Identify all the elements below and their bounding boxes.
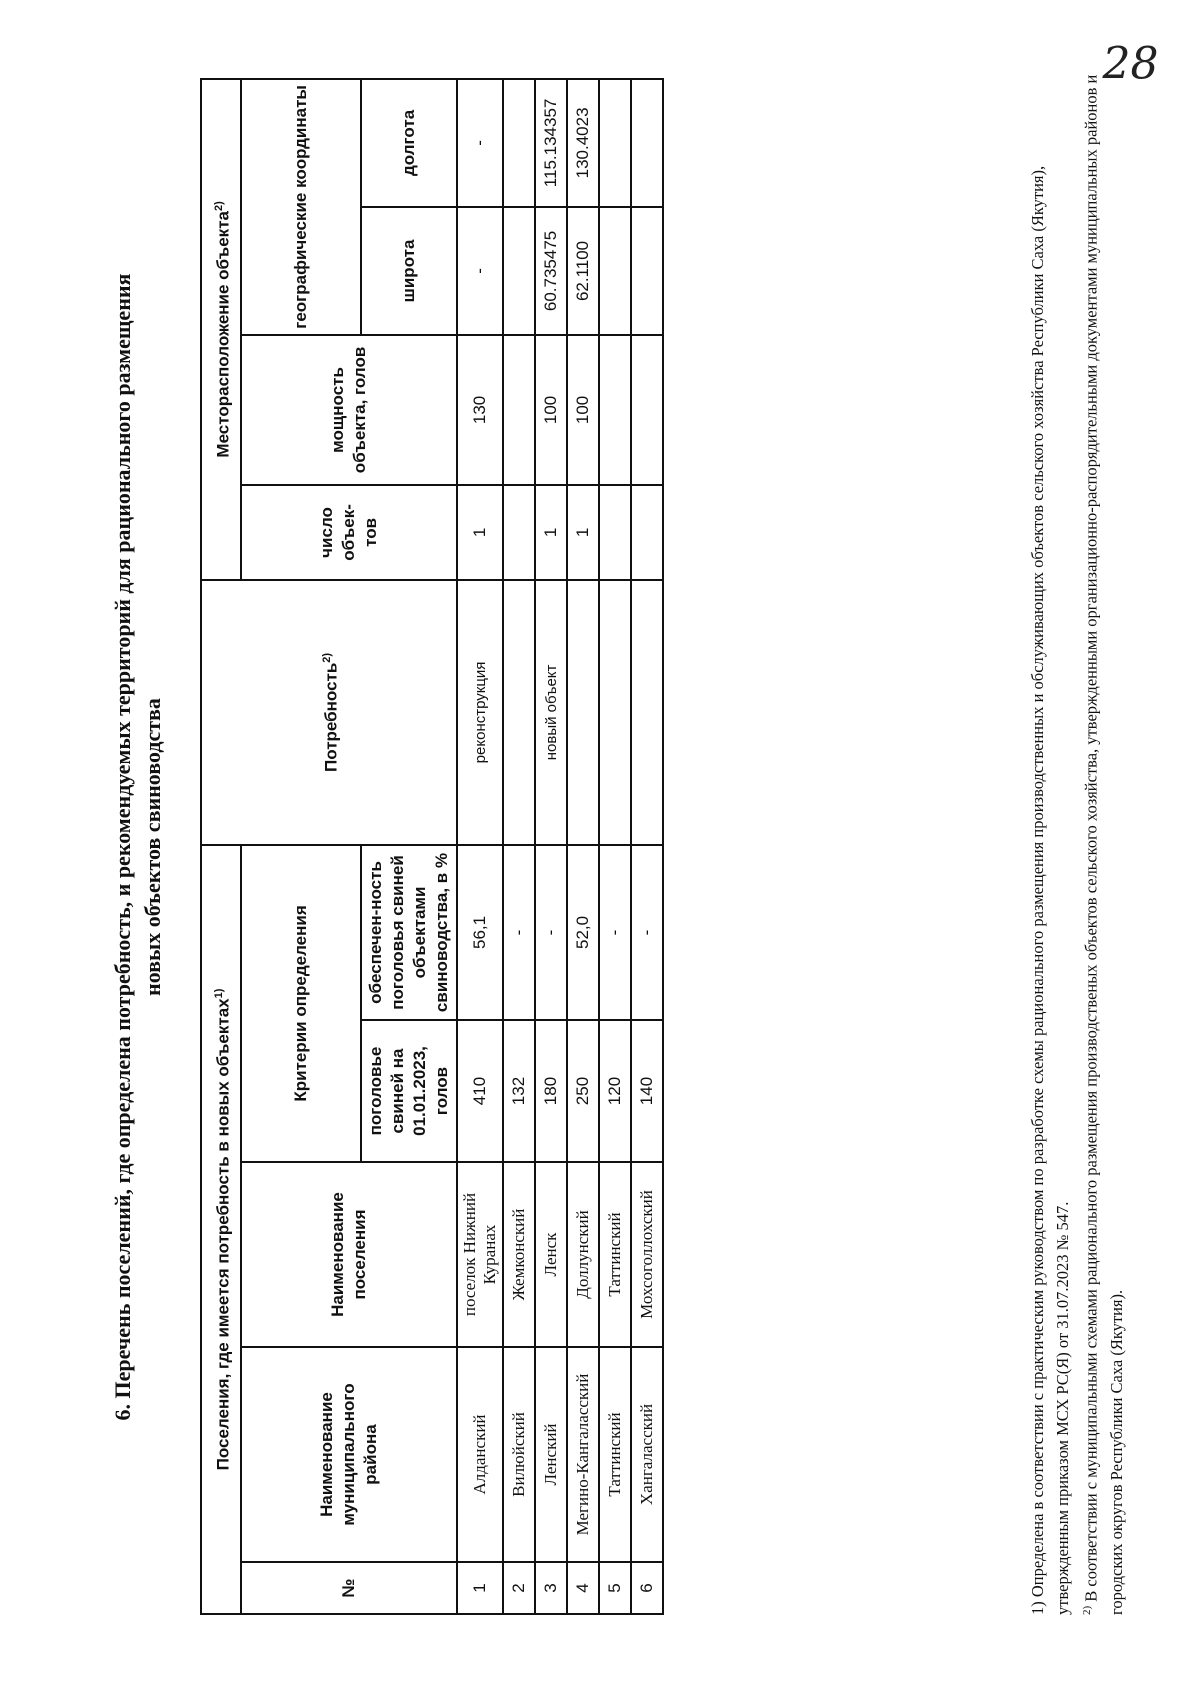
- footnote-2: [1075, 70, 1129, 1615]
- cell-district: Алданский: [457, 1347, 503, 1562]
- title-line-1: 6. Перечень поселений, где определена потребность, и рекомендуемых территорий для рационального размещения: [110, 273, 135, 1421]
- cell-lon: [631, 79, 663, 207]
- cell-settlement: Ленск: [535, 1162, 567, 1347]
- cell-livestock: 140: [631, 1020, 663, 1162]
- header-lat: широта: [361, 207, 457, 335]
- cell-settlement: поселок Нижний Куранах: [457, 1162, 503, 1347]
- header-district: Наименование муниципального района: [241, 1347, 457, 1562]
- cell-livestock: 410: [457, 1020, 503, 1162]
- header-coords: географические координаты: [241, 79, 361, 335]
- footnote-2-marker: 2): [1081, 1605, 1093, 1615]
- cell-num: 5: [599, 1562, 631, 1614]
- cell-lat: -: [457, 207, 503, 335]
- cell-capacity: 100: [535, 335, 567, 485]
- header-settlement: Наименование поселения: [241, 1162, 457, 1347]
- cell-district: Вилюйский: [503, 1347, 535, 1562]
- cell-settlement: Таттинский: [599, 1162, 631, 1347]
- document-title: [108, 157, 168, 1537]
- cell-settlement: Мохсоголлохский: [631, 1162, 663, 1347]
- cell-capacity: 130: [457, 335, 503, 485]
- cell-need: [599, 580, 631, 845]
- table-row: [631, 79, 663, 1614]
- footnote-1: 1) Определена в соответствии с практическим руководством по разработке схемы рационального размещения производственных и обслуживающих объектов сельского хозяйства Республики Саха (Якутия), утвержденным приказом МСХ РС(Я) от 31.07.2023 № 547.: [1028, 165, 1072, 1615]
- header-provision: обеспечен-ность поголовья свиней объектами свиноводства, в %: [361, 845, 457, 1020]
- cell-need: [503, 580, 535, 845]
- cell-provision: -: [599, 845, 631, 1020]
- cell-provision: -: [631, 845, 663, 1020]
- footnote-2-text: В соответствии с муниципальными схемами рационального размещения производственых объектов сельского хозяйства, утвержденными организационно-распорядительными документами муниципальных районов и городских округов Республики Саха (Якутия).: [1081, 74, 1126, 1615]
- table-row: [535, 79, 567, 1614]
- handwritten-page-number: 28: [1102, 38, 1159, 90]
- cell-count: 1: [567, 485, 599, 580]
- footnotes: [1025, 70, 1129, 1615]
- settlements-table: [200, 78, 664, 1615]
- cell-count: [599, 485, 631, 580]
- cell-lon: [503, 79, 535, 207]
- cell-capacity: [631, 335, 663, 485]
- cell-capacity: 100: [567, 335, 599, 485]
- cell-count: 1: [457, 485, 503, 580]
- cell-num: 1: [457, 1562, 503, 1614]
- header-criteria: Критерии определения: [241, 845, 361, 1162]
- table-row: [503, 79, 535, 1614]
- cell-lat: [599, 207, 631, 335]
- header-livestock: поголовье свиней на 01.01.2023, голов: [361, 1020, 457, 1162]
- cell-settlement: Жемконский: [503, 1162, 535, 1347]
- header-group-settlements: Поселения, где имеется потребность в новых объектах$^{1)}$: [201, 845, 241, 1614]
- cell-count: [503, 485, 535, 580]
- cell-num: 4: [567, 1562, 599, 1614]
- table-row: [457, 79, 503, 1614]
- title-line-2: новых объектов свиноводства: [140, 698, 165, 996]
- cell-capacity: [503, 335, 535, 485]
- cell-num: 6: [631, 1562, 663, 1614]
- cell-num: 3: [535, 1562, 567, 1614]
- cell-capacity: [599, 335, 631, 485]
- table-row: [567, 79, 599, 1614]
- cell-district: Мегино-Кангаласский: [567, 1347, 599, 1562]
- cell-livestock: 132: [503, 1020, 535, 1162]
- cell-lat: [503, 207, 535, 335]
- cell-need: [567, 580, 599, 845]
- cell-need: реконструкция: [457, 580, 503, 845]
- cell-count: [631, 485, 663, 580]
- header-group-location: Месторасположение объекта$^{2)}$: [201, 79, 241, 580]
- header-count: число объек-тов: [241, 485, 457, 580]
- cell-lat: 60.735475: [535, 207, 567, 335]
- cell-settlement: Доллунский: [567, 1162, 599, 1347]
- cell-lon: [599, 79, 631, 207]
- cell-provision: 52,0: [567, 845, 599, 1020]
- cell-district: Ленский: [535, 1347, 567, 1562]
- cell-num: 2: [503, 1562, 535, 1614]
- header-num: №: [241, 1562, 457, 1614]
- header-lon: долгота: [361, 79, 457, 207]
- cell-lat: 62.1100: [567, 207, 599, 335]
- header-need: Потребность$^{2)}$: [201, 580, 457, 845]
- cell-lon: 115.134357: [535, 79, 567, 207]
- cell-count: 1: [535, 485, 567, 580]
- cell-lon: -: [457, 79, 503, 207]
- cell-livestock: 180: [535, 1020, 567, 1162]
- cell-district: Хангаласский: [631, 1347, 663, 1562]
- cell-lon: 130.4023: [567, 79, 599, 207]
- table-row: [599, 79, 631, 1614]
- cell-provision: -: [535, 845, 567, 1020]
- cell-provision: 56,1: [457, 845, 503, 1020]
- cell-need: [631, 580, 663, 845]
- cell-need: новый объект: [535, 580, 567, 845]
- cell-livestock: 120: [599, 1020, 631, 1162]
- header-capacity: мощность объекта, голов: [241, 335, 457, 485]
- cell-livestock: 250: [567, 1020, 599, 1162]
- cell-provision: -: [503, 845, 535, 1020]
- cell-lat: [631, 207, 663, 335]
- cell-district: Таттинский: [599, 1347, 631, 1562]
